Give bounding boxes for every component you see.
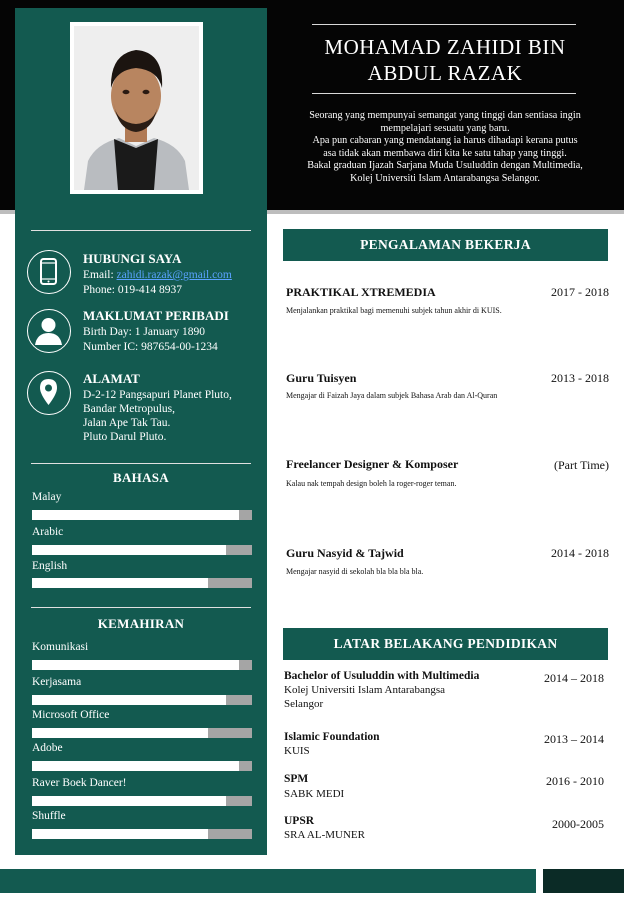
education-institution: SRA AL-MUNER bbox=[284, 829, 365, 841]
language-bar bbox=[32, 510, 252, 520]
address-lines bbox=[83, 388, 232, 444]
intro-line: mempelajari sesuatu yang baru. bbox=[380, 122, 510, 134]
email-label: Email: bbox=[83, 269, 114, 281]
language-bar bbox=[32, 545, 252, 555]
job-description: Mengajar nasyid di sekolah bla bla bla bla. bbox=[286, 567, 424, 576]
education-institution: SABK MEDI bbox=[284, 788, 345, 800]
footer-bar bbox=[0, 869, 536, 893]
address-heading: ALAMAT bbox=[83, 371, 140, 386]
education-title-item: Islamic Foundation bbox=[284, 731, 380, 743]
person-icon bbox=[27, 309, 71, 353]
address-line: D-2-12 Pangsapuri Planet Pluto, bbox=[83, 389, 232, 401]
email-link[interactable]: zahidi.razak@gmail.com bbox=[116, 269, 232, 281]
skill-label: Adobe bbox=[32, 742, 63, 754]
education-date: 2014 – 2018 bbox=[544, 671, 604, 685]
intro-line: Apa pun cabaran yang mendatang ia harus dihadapi kerana putus bbox=[312, 135, 578, 147]
language-label: English bbox=[32, 560, 68, 572]
phone-icon bbox=[27, 250, 71, 294]
job-date: (Part Time) bbox=[553, 458, 609, 472]
name-line-1: MOHAMAD ZAHIDI BIN bbox=[324, 35, 566, 59]
sidebar-divider bbox=[31, 230, 251, 231]
sidebar-divider bbox=[31, 463, 251, 464]
experience-title: PENGALAMAN BEKERJA bbox=[283, 229, 608, 261]
location-icon bbox=[27, 371, 71, 415]
skills-title: KEMAHIRAN bbox=[97, 616, 185, 631]
education-date: 2013 – 2014 bbox=[544, 732, 604, 746]
name-line-2: ABDUL RAZAK bbox=[367, 61, 523, 85]
name-bottom-rule bbox=[312, 93, 576, 94]
phone-number: Phone: 019-414 8937 bbox=[83, 284, 183, 296]
language-label: Arabic bbox=[32, 526, 64, 538]
job-title: PRAKTIKAL XTREMEDIA bbox=[286, 285, 436, 299]
job-title: Guru Nasyid & Tajwid bbox=[286, 546, 404, 560]
ic-number: Number IC: 987654-00-1234 bbox=[83, 341, 218, 353]
languages-title: BAHASA bbox=[113, 470, 169, 485]
skill-label: Komunikasi bbox=[32, 641, 89, 653]
personal-heading: MAKLUMAT PERIBADI bbox=[83, 308, 229, 323]
skill-bar bbox=[32, 728, 252, 738]
profile-photo-icon bbox=[74, 26, 199, 190]
education-title-item: UPSR bbox=[284, 815, 315, 827]
education-institution: Kolej Universiti Islam Antarabangsa bbox=[284, 684, 445, 696]
birthday: Birth Day: 1 January 1890 bbox=[83, 326, 206, 338]
skill-bar bbox=[32, 761, 252, 771]
education-title: LATAR BELAKANG PENDIDIKAN bbox=[283, 628, 608, 660]
skill-label: Microsoft Office bbox=[32, 709, 110, 721]
intro-line: Bakal graduan Ijazah Sarjana Muda Usuluddin dengan Multimedia, bbox=[307, 160, 583, 172]
profile-photo bbox=[70, 22, 203, 194]
job-date: 2014 - 2018 bbox=[551, 546, 609, 560]
job-date: 2017 - 2018 bbox=[551, 285, 609, 299]
skill-bar bbox=[32, 796, 252, 806]
job-date: 2013 - 2018 bbox=[551, 371, 609, 385]
skill-bar bbox=[32, 660, 252, 670]
job-description: Kalau nak tempah design boleh la roger-roger teman. bbox=[286, 479, 457, 488]
address-line: Pluto Darul Pluto. bbox=[83, 431, 167, 443]
education-title-item: Bachelor of Usuluddin with Multimedia bbox=[284, 670, 480, 682]
email-row bbox=[83, 268, 232, 282]
sidebar-divider bbox=[31, 607, 251, 608]
skill-bar bbox=[32, 695, 252, 705]
full-name bbox=[290, 34, 600, 86]
job-description: Menjalankan praktikal bagi memenuhi subjek tahun akhir di KUIS. bbox=[286, 306, 502, 315]
name-top-rule bbox=[312, 24, 576, 25]
intro-paragraph bbox=[290, 110, 600, 186]
intro-line: asa tidak akan membawa diri kita ke satu tahap yang tinggi. bbox=[323, 147, 567, 159]
intro-line: Seorang yang mempunyai semangat yang tinggi dan sentiasa ingin bbox=[309, 110, 581, 121]
job-description: Mengajar di Faizah Jaya dalam subjek Bahasa Arab dan Al-Quran bbox=[286, 391, 498, 400]
skill-label: Kerjasama bbox=[32, 676, 82, 688]
language-label: Malay bbox=[32, 491, 62, 503]
education-title-item: SPM bbox=[284, 773, 309, 785]
education-date: 2016 - 2010 bbox=[546, 774, 604, 788]
education-date: 2000-2005 bbox=[552, 817, 604, 831]
skill-bar bbox=[32, 829, 252, 839]
education-institution: KUIS bbox=[284, 745, 310, 757]
job-title: Freelancer Designer & Komposer bbox=[286, 457, 459, 471]
skill-label: Shuffle bbox=[32, 810, 66, 822]
education-institution: Selangor bbox=[284, 698, 324, 710]
footer-accent bbox=[543, 869, 624, 893]
address-line: Jalan Ape Tak Tau. bbox=[83, 417, 171, 429]
intro-line: Kolej Universiti Islam Antarabangsa Selangor. bbox=[350, 172, 540, 184]
skill-label: Raver Boek Dancer! bbox=[32, 777, 127, 789]
contact-heading: HUBUNGI SAYA bbox=[83, 251, 182, 266]
language-bar bbox=[32, 578, 252, 588]
address-line: Bandar Metropulus, bbox=[83, 403, 175, 415]
job-title: Guru Tuisyen bbox=[286, 371, 357, 385]
